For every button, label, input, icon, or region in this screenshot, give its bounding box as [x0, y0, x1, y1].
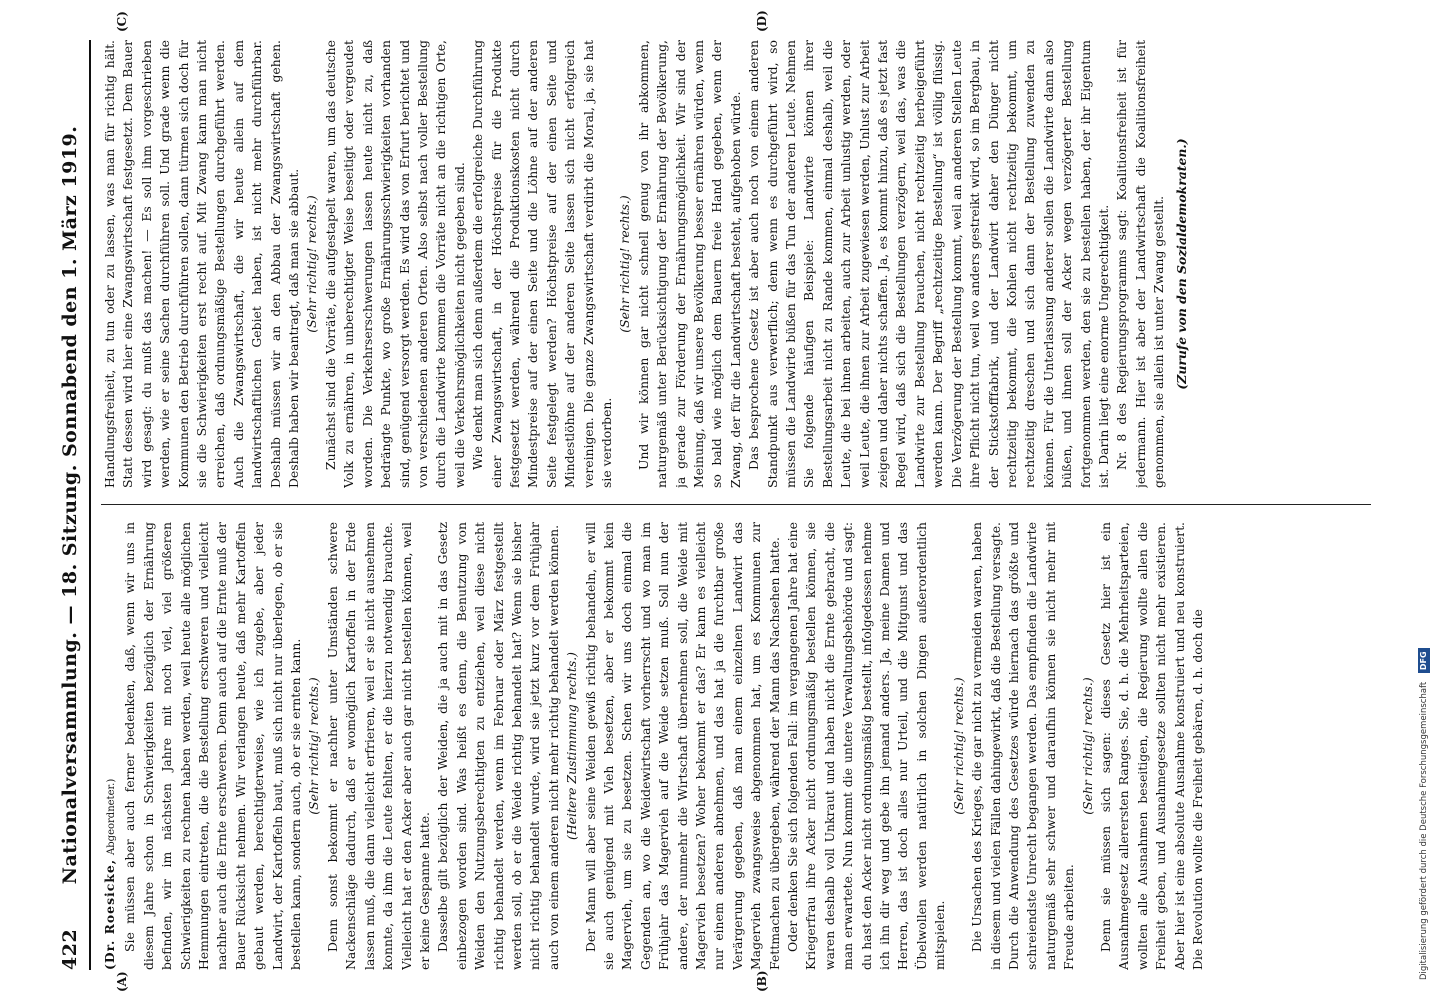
- paragraph: Oder denken Sie sich folgenden Fall: im vergangenen Jahre hat eine Kriegerfrau ihre Acker nicht ordnungsmäßig bestellen können, sie waren deshalb voll Unkraut und haben nicht die Ernte gebracht, die man erwartete. Nun kommt die untere Verwaltungsbehörde und sagt: du hast den Acker nicht ordnungsmäßig bestellt, infolgedessen nehme ich ihn dir weg und gebe ihn jemand anders. Ja, meine Damen und Herren, das ist doch alles nur Urteil, und die Mitgunst und das Übelwollen werden natürlich in solchen Dingen außerordentlich mitspielen.: [785, 522, 948, 970]
- paragraph: Nr. 8 des Regierungsprogramms sagt: Koalitionsfreiheit ist für jedermann. Hier ist aber der Landwirtschaft die Koalitionsfreiheit genommen, sie allein ist unter Zwang gestellt.: [1114, 40, 1167, 488]
- paragraph: Der Mann will aber seine Weiden gewiß richtig behandeln, er will sie auch genügend mit Vieh besetzen, aber er bekommt kein Magervieh, um sie zu besetzen. Schen wir uns doch einmal die Gegenden an, wo die Weidewirtschaft vorherrscht und wo man im Frühjahr das Magervieh auf die Weide setzen muß. Soll nun der andere, der nunmehr die Wirtschaft übernehmen soll, die Weide mit Magervieh besetzen? Woher bekommt er das? Er kann es vielleicht nur einem anderen abnehmen, und das hat ja die furchtbar große Verärgerung gegeben, daß man einem einzelnen Landwirt das Magervieh zwangsweise abgenommen hat, um es Kommunen zur Fettmachen zu übergeben, während der Mann das Nachsehen hatte.: [582, 522, 782, 970]
- paragraph: Sie müssen aber auch ferner bedenken, daß, wenn wir uns in diesem Jahre schon in Schwierigkeiten bezüglich der Ernährung befinden, wir im nächsten Jahre mit noch viel, viel größeren Schwierigkeiten zu rechnen haben werden, weil heute alle möglichen Hemmungen eintreten, die die Bestellung erschweren und vielleicht nachher auch die Ernte erschweren. Denn auch auf die Ernte muß der Bauer Rücksicht nehmen. Wir verlangen heute, daß mehr Kartoffeln gebaut werden, berechtigterweise, wie ich zugebe, aber jeder Landwirt, der Kartoffeln baut, muß sich nicht nur überlegen, ob er sie bestellen kann, sondern auch, ob er sie ernten kann.: [122, 522, 304, 970]
- header-rule: [89, 40, 91, 970]
- column-divider: [101, 504, 1371, 505]
- paragraph: Dasselbe gilt bezüglich der Weiden, die ja auch mit in das Gesetz einbezogen worden sind. Was heißt es denn, die Benutzung von Weiden den Nutzungsberechtigten zu entziehen, weil diese nicht richtig behandelt werden, wenn im Februar oder März festgestellt werden soll, ob er die Weide richtig behandelt hat? Wenn sie bisher nicht richtig behandelt wurde, wird sie jetzt kurz vor dem Frühjahr auch von einem anderen nicht mehr richtig behandelt werden können.: [435, 522, 561, 970]
- watermark-line: [1414, 0, 1434, 980]
- digitization-watermark: [1408, 0, 1434, 1000]
- interjection: (Sehr richtig! rechts.): [304, 195, 320, 333]
- paragraph: Zunächst sind die Vorräte, die aufgestapelt waren, um das deutsche Volk zu ernähren, in unberechtigter Weise beseitigt oder vergeudet worden. Die Verkehrserschwerungen lassen heute nicht zu, daß bedrängte Punkte, wo große Ernährungsschwierigkeiten vorhanden sind, genügend versorgt werden. Es wird das von Erfurt berichtet und von verschiedenen anderen Orten. Also selbst nach voller Bestellung durch die Landwirte kommen die Vorräte nicht an die richtigen Orte, weil die Verkehrsmöglichkeiten nicht gegeben sind.: [322, 40, 467, 488]
- margin-mark-b: (B): [755, 970, 769, 992]
- interjection: (Sehr richtig! rechts.): [617, 195, 633, 333]
- margin-mark-d: (D): [755, 10, 769, 32]
- paragraph: Die Ursachen des Krieges, die gar nicht zu vermeiden waren, haben in diesem und vielen Fällen dahingewirkt, daß die Bestellung versagte. Durch die Anwendung des Gesetzes würde hiernach das größte und schreiendste Unrecht begangen werden. Das empfinden die Landwirte naturgemäß sehr schwer und daraufhin können sie nicht mehr mit Freude arbeiten.: [969, 522, 1077, 970]
- interjection: (Heitere Zustimmung rechts.): [564, 652, 580, 840]
- interjection: (Sehr richtig! rechts.): [1079, 677, 1095, 815]
- page-number: 422: [59, 928, 81, 970]
- watermark-text: Digitalisierung gefördert durch die Deutsche Forschungsgemeinschaft: [1419, 681, 1429, 980]
- speaker-line: [101, 522, 121, 970]
- paragraph: Handlungsfreiheit, zu tun oder zu lassen, was man für richtig hält. Statt dessen wird hier eine Zwangswirtschaft festgesetzt. Dem Bauer wird gesagt: du mußt das machen! — Es soll ihm vorgeschrieben werden, wie er seine Sachen durchführen soll. Und grade wenn die Kommunen den Betrieb durchführen sollen, dann türmen sich doch für sie die Schwierigkeiten erst recht auf. Mit Zwang kann man nicht erreichen, daß ordnungsmäßige Bestellungen durchgeführt werden. Auch die Zwangswirtschaft, die wir heute allein auf dem landwirtschaftlichen Gebiet haben, ist nicht mehr durchführbar. Deshalb müssen wir an den Abbau der Zwangswirtschaft gehen. Deshalb haben wir beantragt, daß man sie abbaut.: [102, 40, 302, 488]
- right-column: [101, 40, 1371, 488]
- left-column: [101, 522, 1371, 970]
- margin-mark-c: (C): [115, 11, 129, 32]
- interjection: (Sehr richtig! rechts.): [950, 677, 966, 815]
- speaker-name: (Dr. Roesicke,: [102, 858, 117, 970]
- margin-mark-a: (A): [115, 971, 129, 992]
- paragraph: Und wir können gar nicht schnell genug von ihr abkommen, naturgemäß unter Berücksichtigung der Ernährung der Bevölkerung, ja gerade zur Förderung der Ernährungsmöglichkeit. Wir sind der Meinung, daß wir unsere Bevölkerung besser ernähren würden, wenn so bald wie möglich dem Bauern freie Hand gegeben, wenn der Zwang, der für die Landwirtschaft besteht, aufgehoben würde.: [635, 40, 743, 488]
- paragraph: Denn sie müssen sich sagen: dieses Gesetz hier ist ein Ausnahmegesetz allerersten Ranges. Sie, d. h. die Mehrheitsparteien, wollten alle Ausnahmen beseitigen, die Regierung wollte allen die Freiheit geben, und Ausnahmegesetze sollten nicht mehr existieren. Aber hier ist eine absolute Ausnahme konstruiert und neu konstruiert. Die Revolution wollte die Freiheit gebären, d. h. doch die: [1097, 522, 1205, 970]
- paragraph: Wie denkt man sich denn außerdem die erfolgreiche Durchführung einer Zwangswirtschaft, in der Höchstpreise für die Produkte festgesetzt werden, während die Produktionskosten nicht durch Mindestpreise auf der einen Seite und die Löhne auf der anderen Seite festgelegt werden? Höchstpreise auf der einen Seite und Mindestlöhne auf der anderen Seite lassen sich nicht erfolgreich vereinigen. Die ganze Zwangswirtschaft verdirbt die Moral, ja, sie hat sie verdorben.: [470, 40, 614, 488]
- speaker-role: Abgeordneter.): [106, 778, 117, 855]
- closing-interjection: (Zurufe von den Sozialdemokraten.): [1173, 138, 1189, 390]
- interjection: (Sehr richtig! rechts.): [306, 677, 322, 815]
- page-title: Nationalversammlung. — 18. Sitzung. Sonnabend den 1. März 1919.: [59, 125, 81, 885]
- page-content: [55, 10, 1385, 992]
- paragraph: Denn sonst bekommt er nachher unter Umständen schwere Nackenschläge dadurch, daß er womöglich Kartoffeln in der Erde lassen muß, die dann vielleicht erfrieren, weil er sie nicht ausnehmen konnte, da ihm die Leute fehlten, er die hierzu notwendig brauchte. Vielleicht hat er den Acker aber auch gar nicht bestellen können, weil er keine Gespanne hatte.: [324, 522, 432, 970]
- paragraph: Das besprochene Gesetz ist aber auch noch von einem anderen Standpunkt aus verwerflich; denn wenn es durchgeführt wird, so müssen die Landwirte büßen für das Tun der anderen Leute. Nehmen Sie folgende häufigen Beispiele: Landwirte können ihrer Bestellungsarbeit nicht zu Rande kommen, einmal deshalb, weil die Leute, die bei ihnen arbeiten, auch zur Arbeit unlustig werden, oder weil Leute, die ihnen zur Arbeit zugewiesen werden, Unlust zur Arbeit zeigen und daher nichts schaffen. Ja, es kommt hinzu, daß es jetzt fast Regel wird, daß sich die Bestellungen verzögern, weil das, was die Landwirte zur Bestellung brauchen, nicht rechtzeitig herbeigeführt werden kann. Der Begriff „rechtzeitige Bestellung“ ist völlig flüssig. Die Verzögerung der Bestellung kommt, weil an anderen Stellen Leute ihre Pflicht nicht tun, weil wo anders gestreikt wird, so im Bergbau, in der Stickstofffabrik, und der Landwirt daher den Dünger nicht rechtzeitig bekommt, die Kohlen nicht rechtzeitig bekommt, um rechtzeitig dreschen und sich dann der Bestellung zuwenden zu können. Für die Unterlassung anderer sollen die Landwirte dann also büßen, und ihnen soll der Acker wegen verzögerter Bestellung fortgenommen werden, den sie zu bestellen haben, der ihr Eigentum ist. Darin liegt eine enorme Ungerechtigkeit.: [746, 40, 1111, 488]
- page-header: [55, 40, 89, 970]
- dfg-logo: DFG: [1418, 648, 1430, 673]
